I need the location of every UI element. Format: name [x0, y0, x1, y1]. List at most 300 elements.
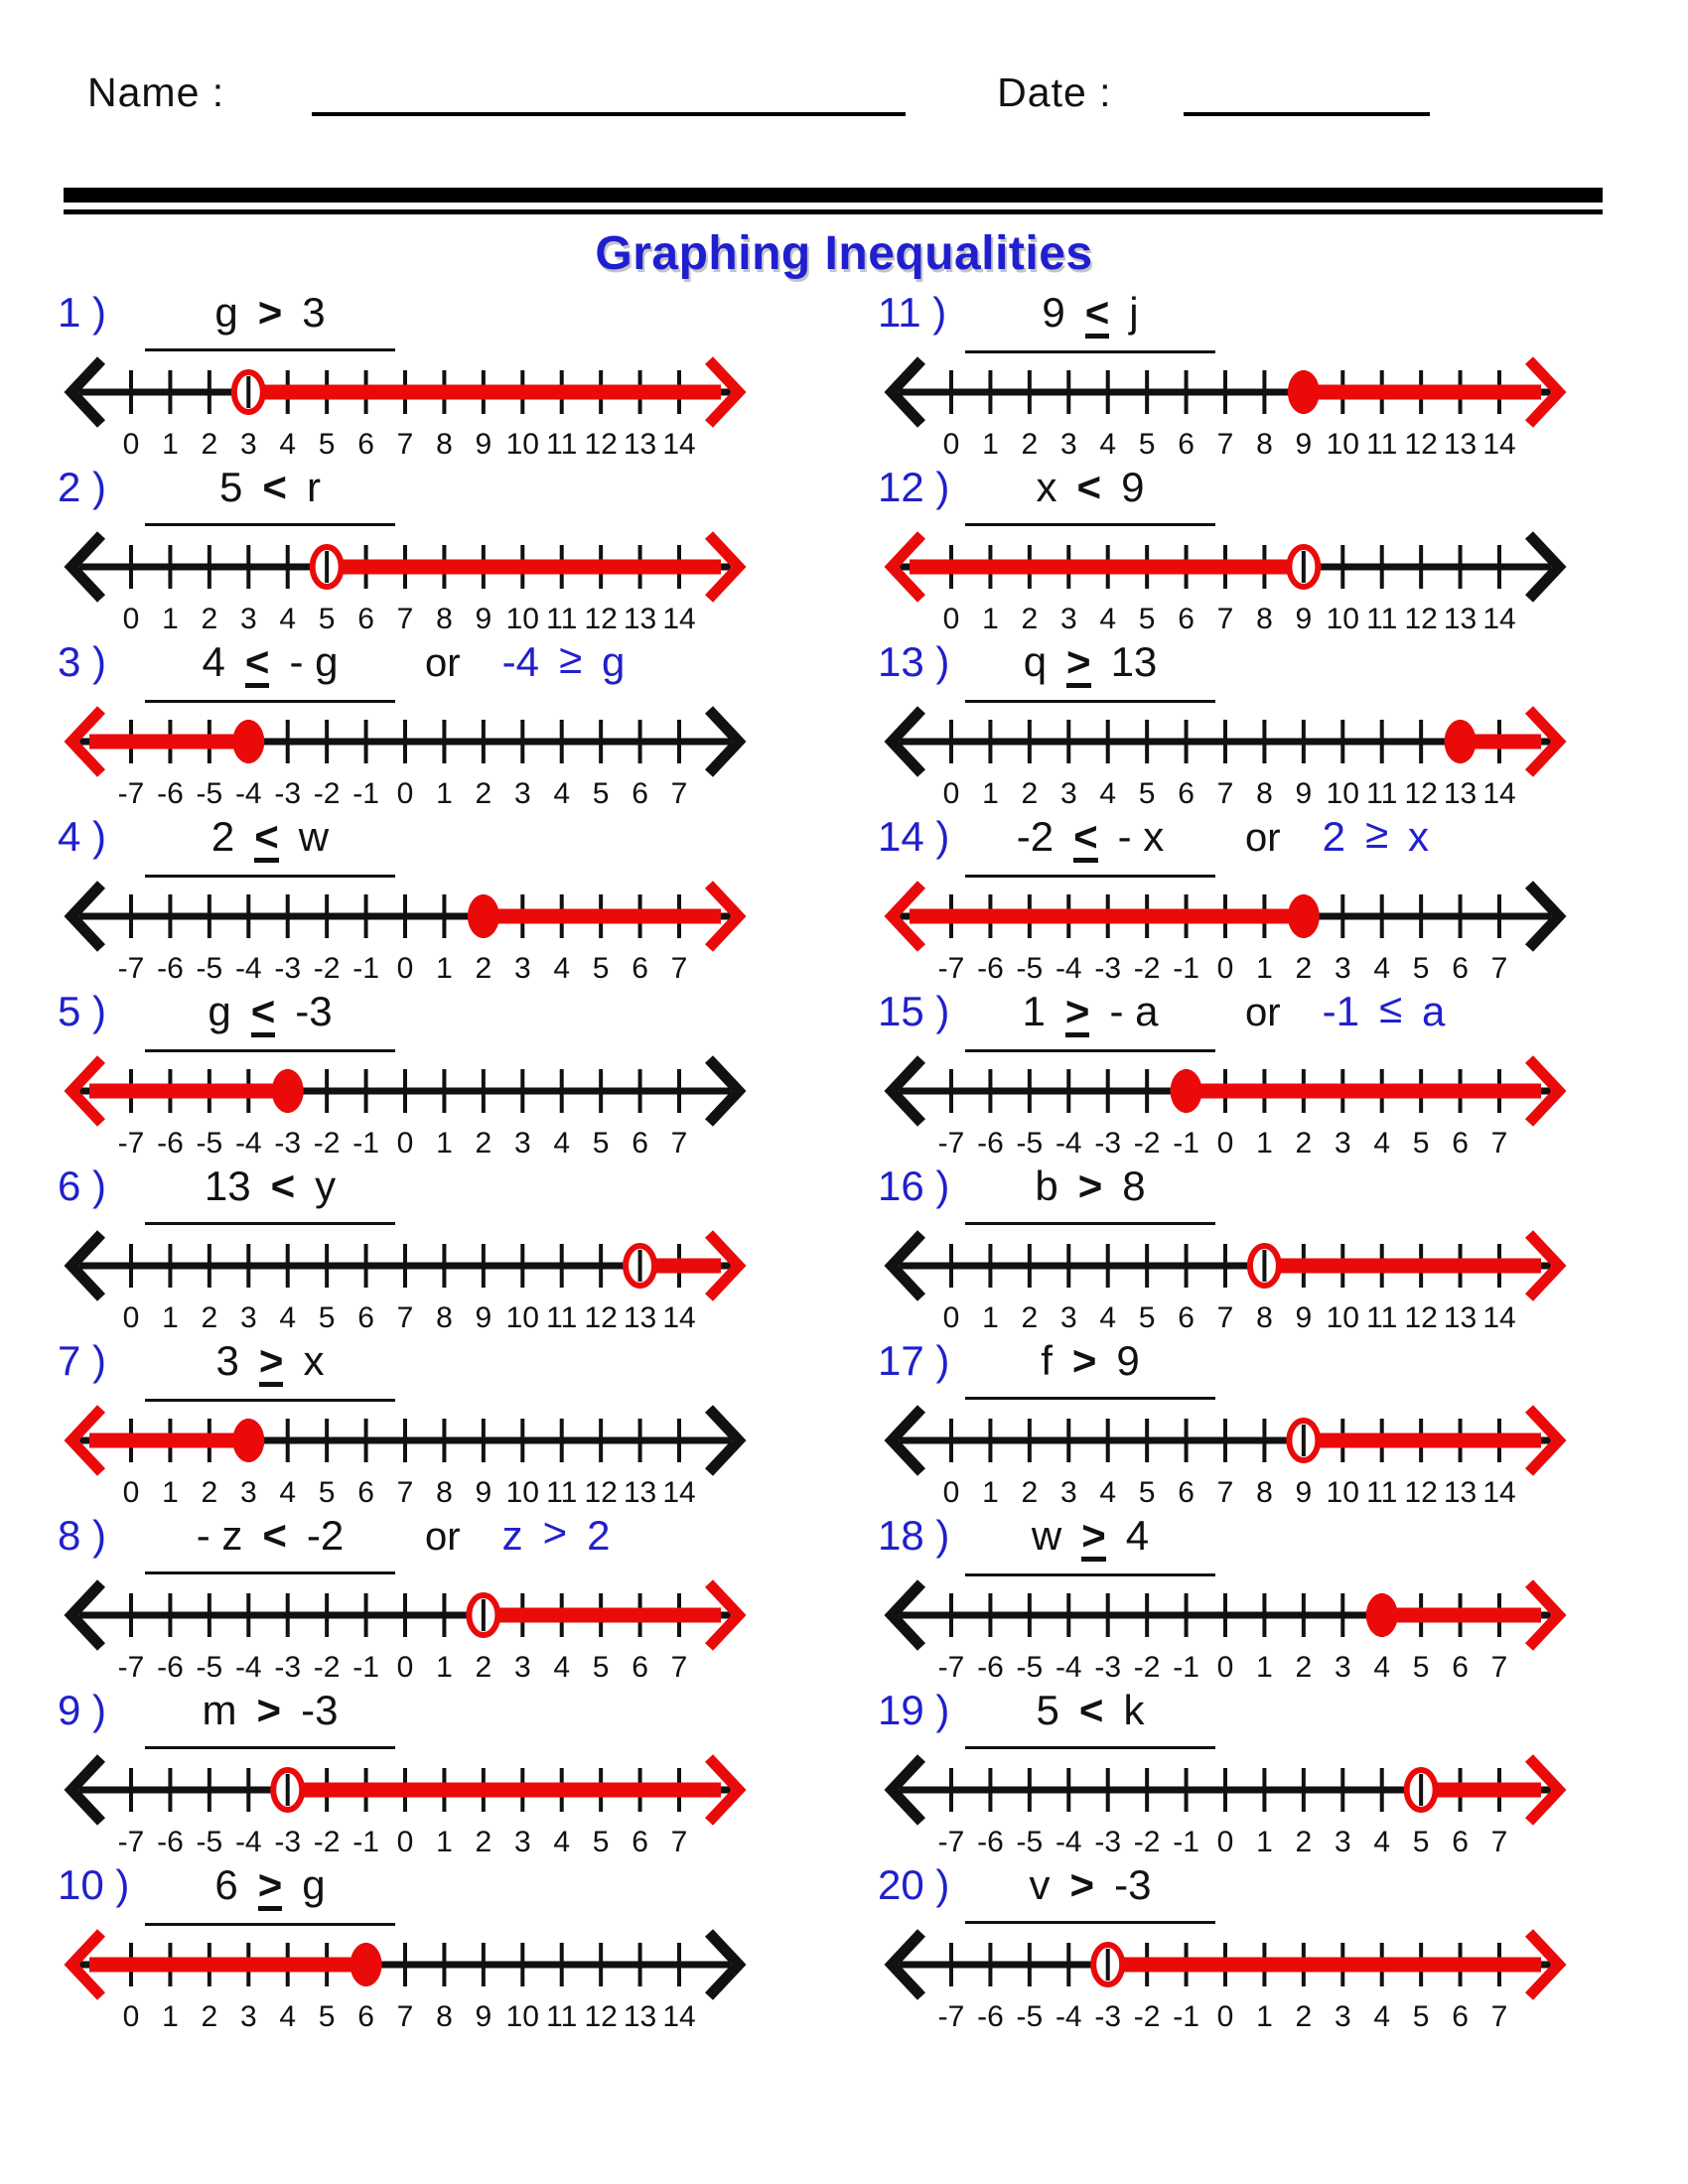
svg-text:4: 4: [1373, 2000, 1391, 2033]
problem-20: [878, 1861, 1620, 2036]
svg-text:-3: -3: [274, 1826, 302, 1858]
svg-text:0: 0: [942, 428, 960, 461]
svg-text:10: 10: [1326, 603, 1359, 635]
svg-text:7: 7: [1490, 1826, 1508, 1858]
svg-text:13: 13: [623, 1476, 657, 1509]
inequality-operator: >: [258, 1864, 283, 1911]
svg-text:6: 6: [632, 952, 648, 985]
name-input-line[interactable]: [312, 106, 906, 116]
svg-text:-1: -1: [352, 1826, 379, 1858]
number-line-11: [878, 348, 1573, 462]
answer-underline: [145, 638, 395, 703]
svg-text:3: 3: [513, 1651, 531, 1684]
answer-underline: [965, 289, 1215, 353]
svg-text:2: 2: [201, 2000, 218, 2033]
svg-text:4: 4: [279, 603, 297, 635]
tick-labels: [943, 1301, 1516, 1334]
boundary-point-closed: [1288, 370, 1320, 414]
or-inequality: [1322, 810, 1429, 861]
svg-text:7: 7: [670, 1651, 688, 1684]
svg-text:12: 12: [1404, 1476, 1438, 1509]
inequality-lhs: g: [214, 289, 238, 336]
svg-text:4: 4: [1099, 603, 1117, 635]
svg-text:2: 2: [201, 428, 218, 461]
svg-text:-4: -4: [1055, 1127, 1082, 1160]
answer-underline: [965, 813, 1215, 878]
svg-text:4: 4: [553, 1826, 571, 1858]
svg-text:-6: -6: [977, 1826, 1004, 1858]
problem-header: [58, 1687, 800, 1738]
svg-text:-2: -2: [1133, 1651, 1161, 1684]
svg-text:5: 5: [1138, 1476, 1156, 1509]
number-line-20: [878, 1921, 1573, 2034]
svg-text:2: 2: [475, 1127, 492, 1160]
boundary-point-closed: [1366, 1593, 1398, 1637]
svg-text:13: 13: [623, 2000, 657, 2033]
or-inequality-operator: >: [542, 1509, 568, 1556]
svg-text:-1: -1: [352, 1127, 379, 1160]
svg-text:-3: -3: [274, 777, 302, 810]
svg-text:6: 6: [357, 603, 374, 635]
problem-number: 16 ): [878, 1162, 950, 1209]
svg-text:2: 2: [1021, 1301, 1039, 1334]
answer-underline: [145, 464, 395, 526]
svg-text:10: 10: [505, 603, 539, 635]
problem-header: [878, 985, 1620, 1039]
problem-6: [58, 1162, 800, 1337]
svg-text:2: 2: [201, 1301, 218, 1334]
number-line-18: [878, 1571, 1573, 1685]
svg-text:-6: -6: [157, 777, 184, 810]
svg-text:-3: -3: [274, 952, 302, 985]
svg-text:7: 7: [1490, 1127, 1508, 1160]
inequality-operator: <: [262, 464, 287, 510]
svg-text:3: 3: [239, 603, 257, 635]
svg-text:14: 14: [1482, 603, 1516, 635]
svg-text:11: 11: [1366, 1476, 1398, 1509]
tick-labels: [938, 2000, 1508, 2033]
number-line-17: [878, 1397, 1573, 1510]
boundary-point-closed: [468, 894, 499, 938]
svg-text:11: 11: [546, 1301, 578, 1334]
svg-text:12: 12: [1404, 1301, 1438, 1334]
svg-text:5: 5: [1138, 777, 1156, 810]
svg-text:0: 0: [396, 952, 414, 985]
svg-text:7: 7: [1216, 777, 1234, 810]
problem-7: [58, 1337, 800, 1512]
inequality-lhs: 6: [214, 1861, 238, 1908]
inequality-operator: >: [259, 1340, 284, 1387]
problem-19: [878, 1687, 1620, 1861]
svg-text:-2: -2: [1133, 1127, 1161, 1160]
svg-text:0: 0: [122, 603, 140, 635]
svg-text:2: 2: [201, 603, 218, 635]
svg-text:-5: -5: [196, 1826, 223, 1858]
svg-text:6: 6: [1178, 1476, 1195, 1509]
tick-labels: [123, 1476, 696, 1509]
problem-header: [878, 289, 1620, 341]
svg-text:0: 0: [1216, 1651, 1234, 1684]
svg-text:-3: -3: [1094, 2000, 1122, 2033]
svg-text:7: 7: [396, 1301, 414, 1334]
svg-text:3: 3: [1059, 428, 1077, 461]
svg-text:4: 4: [553, 952, 571, 985]
svg-text:-3: -3: [1094, 952, 1122, 985]
number-line-12: [878, 523, 1573, 636]
svg-text:2: 2: [1021, 777, 1039, 810]
svg-text:5: 5: [592, 1651, 610, 1684]
inequality-rhs: y: [315, 1162, 337, 1209]
svg-text:9: 9: [475, 1301, 492, 1334]
svg-text:3: 3: [1059, 603, 1077, 635]
svg-text:4: 4: [553, 777, 571, 810]
svg-text:3: 3: [239, 428, 257, 461]
svg-text:1: 1: [982, 1476, 999, 1509]
boundary-point-closed: [272, 1069, 304, 1113]
svg-text:11: 11: [1366, 1301, 1398, 1334]
tick-labels: [123, 1301, 696, 1334]
svg-text:-1: -1: [1173, 952, 1199, 985]
svg-text:3: 3: [239, 2000, 257, 2033]
problem-header: [878, 1162, 1620, 1214]
problem-number: 19 ): [878, 1687, 950, 1733]
number-line-8: [58, 1571, 753, 1685]
inequality-operator: <: [270, 1162, 296, 1209]
svg-text:0: 0: [1216, 1127, 1234, 1160]
answer-underline: [145, 1337, 395, 1402]
svg-text:7: 7: [670, 952, 688, 985]
svg-text:4: 4: [279, 1476, 297, 1509]
svg-text:9: 9: [1295, 603, 1313, 635]
svg-text:3: 3: [239, 1476, 257, 1509]
svg-text:-1: -1: [352, 952, 379, 985]
svg-text:3: 3: [1059, 1476, 1077, 1509]
svg-text:-6: -6: [977, 1651, 1004, 1684]
svg-text:0: 0: [1216, 2000, 1234, 2033]
inequality-rhs: x: [303, 1337, 325, 1384]
tick-labels: [943, 603, 1516, 635]
or-inequality-operator: ≥: [1364, 810, 1388, 857]
svg-text:4: 4: [1099, 428, 1117, 461]
svg-text:5: 5: [1412, 1651, 1430, 1684]
svg-text:9: 9: [1295, 428, 1313, 461]
svg-text:13: 13: [1443, 428, 1477, 461]
svg-text:7: 7: [670, 1127, 688, 1160]
svg-text:2: 2: [201, 1476, 218, 1509]
svg-text:4: 4: [1373, 952, 1391, 985]
svg-text:3: 3: [1334, 2000, 1351, 2033]
problem-number: 8 ): [58, 1512, 107, 1559]
problem-number: 18 ): [878, 1512, 950, 1559]
inequality-rhs: - x: [1117, 813, 1165, 860]
problem-8: [58, 1509, 800, 1687]
svg-text:4: 4: [279, 2000, 297, 2033]
inequality-lhs: f: [1041, 1337, 1053, 1384]
svg-text:1: 1: [162, 1301, 179, 1334]
svg-text:0: 0: [122, 428, 140, 461]
inequality-rhs: w: [298, 813, 330, 860]
svg-text:-2: -2: [1133, 1826, 1161, 1858]
svg-text:2: 2: [1295, 1127, 1313, 1160]
boundary-point-closed: [351, 1943, 382, 1986]
tick-labels: [943, 428, 1516, 461]
inequality-rhs: 9: [1121, 464, 1145, 510]
svg-text:6: 6: [1452, 952, 1469, 985]
tick-labels: [938, 1127, 1508, 1160]
svg-text:13: 13: [623, 428, 657, 461]
problem-15: [878, 985, 1620, 1162]
svg-text:13: 13: [623, 1301, 657, 1334]
problem-2: [58, 464, 800, 638]
answer-underline: [145, 1861, 395, 1926]
answer-underline: [145, 1687, 395, 1749]
svg-text:-3: -3: [274, 1651, 302, 1684]
problem-number: 14 ): [878, 813, 950, 860]
svg-text:4: 4: [279, 1301, 297, 1334]
answer-underline: [965, 1512, 1215, 1576]
svg-text:13: 13: [623, 603, 657, 635]
svg-text:3: 3: [1334, 1127, 1351, 1160]
svg-text:8: 8: [436, 1301, 453, 1334]
svg-text:7: 7: [1216, 1301, 1234, 1334]
inequality-rhs: k: [1123, 1687, 1145, 1733]
inequality-lhs: 5: [1036, 1687, 1059, 1733]
svg-text:-7: -7: [117, 777, 145, 810]
svg-text:-1: -1: [1173, 1127, 1199, 1160]
svg-text:-1: -1: [352, 777, 379, 810]
svg-text:-4: -4: [1055, 2000, 1082, 2033]
svg-text:8: 8: [1256, 1301, 1273, 1334]
problem-number: 1 ): [58, 289, 107, 336]
tick-labels: [118, 1651, 688, 1684]
number-line-6: [58, 1222, 753, 1335]
svg-text:4: 4: [279, 428, 297, 461]
svg-text:4: 4: [1373, 1826, 1391, 1858]
svg-text:-7: -7: [117, 1127, 145, 1160]
svg-text:6: 6: [1178, 428, 1195, 461]
date-input-line[interactable]: [1184, 106, 1430, 116]
answer-underline: [145, 289, 395, 351]
svg-text:5: 5: [1412, 952, 1430, 985]
tick-labels: [943, 777, 1516, 810]
problem-17: [878, 1337, 1620, 1512]
boundary-point-closed: [1171, 1069, 1202, 1113]
svg-text:2: 2: [1021, 428, 1039, 461]
svg-text:2: 2: [1295, 952, 1313, 985]
or-word: or: [425, 1515, 461, 1559]
svg-text:10: 10: [1326, 777, 1359, 810]
svg-text:8: 8: [1256, 1476, 1273, 1509]
problem-number: 9 ): [58, 1687, 107, 1733]
problem-14: [878, 810, 1620, 988]
or-inequality-lhs: z: [501, 1512, 523, 1559]
problem-header: [58, 813, 800, 865]
svg-text:-4: -4: [1055, 952, 1082, 985]
problem-number: 10 ): [58, 1861, 130, 1908]
tick-labels: [123, 2000, 696, 2033]
problem-number: 13 ): [878, 638, 950, 685]
worksheet-header: [0, 0, 1688, 116]
page-title: Graphing Inequalities: [595, 227, 1093, 280]
number-line-14: [878, 873, 1573, 986]
answer-underline: [145, 988, 395, 1052]
svg-text:1: 1: [1256, 1826, 1273, 1858]
svg-text:5: 5: [592, 1826, 610, 1858]
svg-text:5: 5: [318, 603, 336, 635]
svg-text:-7: -7: [117, 952, 145, 985]
inequality-rhs: - a: [1109, 988, 1159, 1034]
svg-text:1: 1: [436, 1127, 453, 1160]
inequality-rhs: - g: [289, 638, 339, 685]
svg-text:6: 6: [1452, 1651, 1469, 1684]
svg-text:14: 14: [662, 1301, 696, 1334]
svg-text:3: 3: [1334, 952, 1351, 985]
svg-text:6: 6: [632, 1826, 648, 1858]
problem-12: [878, 464, 1620, 638]
inequality-rhs: -2: [306, 1512, 345, 1559]
svg-text:4: 4: [553, 1127, 571, 1160]
svg-text:1: 1: [162, 603, 179, 635]
svg-text:-3: -3: [1094, 1127, 1122, 1160]
problem-header: [878, 1512, 1620, 1564]
svg-text:-4: -4: [1055, 1826, 1082, 1858]
svg-text:3: 3: [1059, 777, 1077, 810]
answer-underline: [145, 813, 395, 878]
name-label: Name :: [87, 69, 225, 115]
inequality-lhs: 3: [215, 1337, 239, 1384]
inequality-lhs: 1: [1022, 988, 1046, 1034]
svg-text:1: 1: [1256, 1651, 1273, 1684]
svg-text:6: 6: [1178, 777, 1195, 810]
svg-text:10: 10: [505, 1301, 539, 1334]
inequality-operator: >: [1065, 991, 1090, 1037]
inequality-operator: >: [1069, 1861, 1095, 1908]
svg-text:0: 0: [396, 1826, 414, 1858]
number-line-2: [58, 523, 753, 636]
svg-text:-6: -6: [977, 952, 1004, 985]
svg-text:-2: -2: [313, 1651, 341, 1684]
svg-text:6: 6: [1452, 2000, 1469, 2033]
number-line-1: [58, 348, 753, 462]
svg-text:-5: -5: [196, 952, 223, 985]
svg-text:-3: -3: [274, 1127, 302, 1160]
svg-text:6: 6: [1178, 1301, 1195, 1334]
or-inequality-lhs: -4: [501, 638, 539, 685]
svg-text:1: 1: [1256, 2000, 1273, 2033]
inequality-rhs: 8: [1122, 1162, 1146, 1209]
problem-number: 17 ): [878, 1337, 950, 1384]
svg-text:-7: -7: [937, 1826, 965, 1858]
svg-text:-5: -5: [196, 777, 223, 810]
or-word: or: [1245, 991, 1281, 1034]
answer-underline: [965, 1861, 1215, 1924]
svg-text:5: 5: [1138, 1301, 1156, 1334]
svg-text:1: 1: [1256, 952, 1273, 985]
tick-labels: [118, 1826, 688, 1858]
problem-header: [878, 1337, 1620, 1389]
svg-text:3: 3: [513, 1127, 531, 1160]
problem-5: [58, 988, 800, 1162]
inequality-rhs: -3: [301, 1687, 339, 1733]
svg-text:6: 6: [632, 1127, 648, 1160]
svg-text:7: 7: [396, 428, 414, 461]
svg-text:6: 6: [357, 1476, 374, 1509]
tick-labels: [118, 952, 688, 985]
svg-text:9: 9: [475, 603, 492, 635]
svg-text:2: 2: [1021, 603, 1039, 635]
svg-text:7: 7: [1490, 1651, 1508, 1684]
left-column: [58, 289, 800, 2036]
svg-text:10: 10: [505, 428, 539, 461]
inequality-operator: >: [1071, 1337, 1097, 1384]
svg-text:0: 0: [122, 1301, 140, 1334]
tick-labels: [123, 428, 696, 461]
problem-header: [58, 289, 800, 341]
inequality-lhs: w: [1031, 1512, 1062, 1559]
svg-text:12: 12: [584, 428, 618, 461]
problem-grid: [0, 289, 1688, 2036]
inequality-operator: <: [251, 991, 276, 1037]
svg-text:5: 5: [1412, 1826, 1430, 1858]
svg-text:1: 1: [982, 1301, 999, 1334]
problem-4: [58, 813, 800, 988]
or-inequality: [501, 635, 626, 686]
svg-text:-4: -4: [234, 952, 262, 985]
svg-text:-5: -5: [1016, 1127, 1044, 1160]
svg-text:9: 9: [1295, 1476, 1313, 1509]
svg-text:7: 7: [670, 1826, 688, 1858]
svg-text:2: 2: [1295, 1826, 1313, 1858]
svg-text:14: 14: [662, 428, 696, 461]
svg-text:11: 11: [1366, 428, 1398, 461]
inequality-lhs: v: [1029, 1861, 1051, 1908]
boundary-point-closed: [232, 1419, 264, 1462]
svg-text:-7: -7: [937, 1127, 965, 1160]
tick-labels: [938, 952, 1508, 985]
tick-labels: [938, 1826, 1508, 1858]
svg-text:0: 0: [1216, 1826, 1234, 1858]
svg-text:7: 7: [670, 777, 688, 810]
problem-number: 15 ): [878, 988, 950, 1034]
answer-underline: [965, 1162, 1215, 1225]
svg-text:11: 11: [546, 603, 578, 635]
inequality-lhs: m: [202, 1687, 237, 1733]
svg-text:2: 2: [475, 777, 492, 810]
number-line-5: [58, 1047, 753, 1160]
header-divider: [64, 188, 1603, 214]
inequality-lhs: b: [1035, 1162, 1058, 1209]
inequality-rhs: r: [306, 464, 321, 510]
answer-underline: [965, 464, 1215, 526]
svg-text:-2: -2: [313, 777, 341, 810]
svg-text:12: 12: [584, 603, 618, 635]
svg-text:5: 5: [592, 1127, 610, 1160]
svg-text:11: 11: [1366, 603, 1398, 635]
problem-number: 11 ): [878, 289, 947, 336]
svg-text:5: 5: [1138, 428, 1156, 461]
number-line-16: [878, 1222, 1573, 1335]
inequality-rhs: 4: [1125, 1512, 1150, 1559]
inequality-rhs: -3: [295, 988, 333, 1034]
inequality-lhs: x: [1036, 464, 1057, 510]
svg-text:7: 7: [1490, 2000, 1508, 2033]
svg-text:1: 1: [436, 1651, 453, 1684]
problem-header: [58, 1162, 800, 1214]
svg-text:-6: -6: [157, 1826, 184, 1858]
svg-text:6: 6: [1452, 1127, 1469, 1160]
svg-text:2: 2: [475, 1826, 492, 1858]
inequality-operator: <: [254, 816, 279, 863]
